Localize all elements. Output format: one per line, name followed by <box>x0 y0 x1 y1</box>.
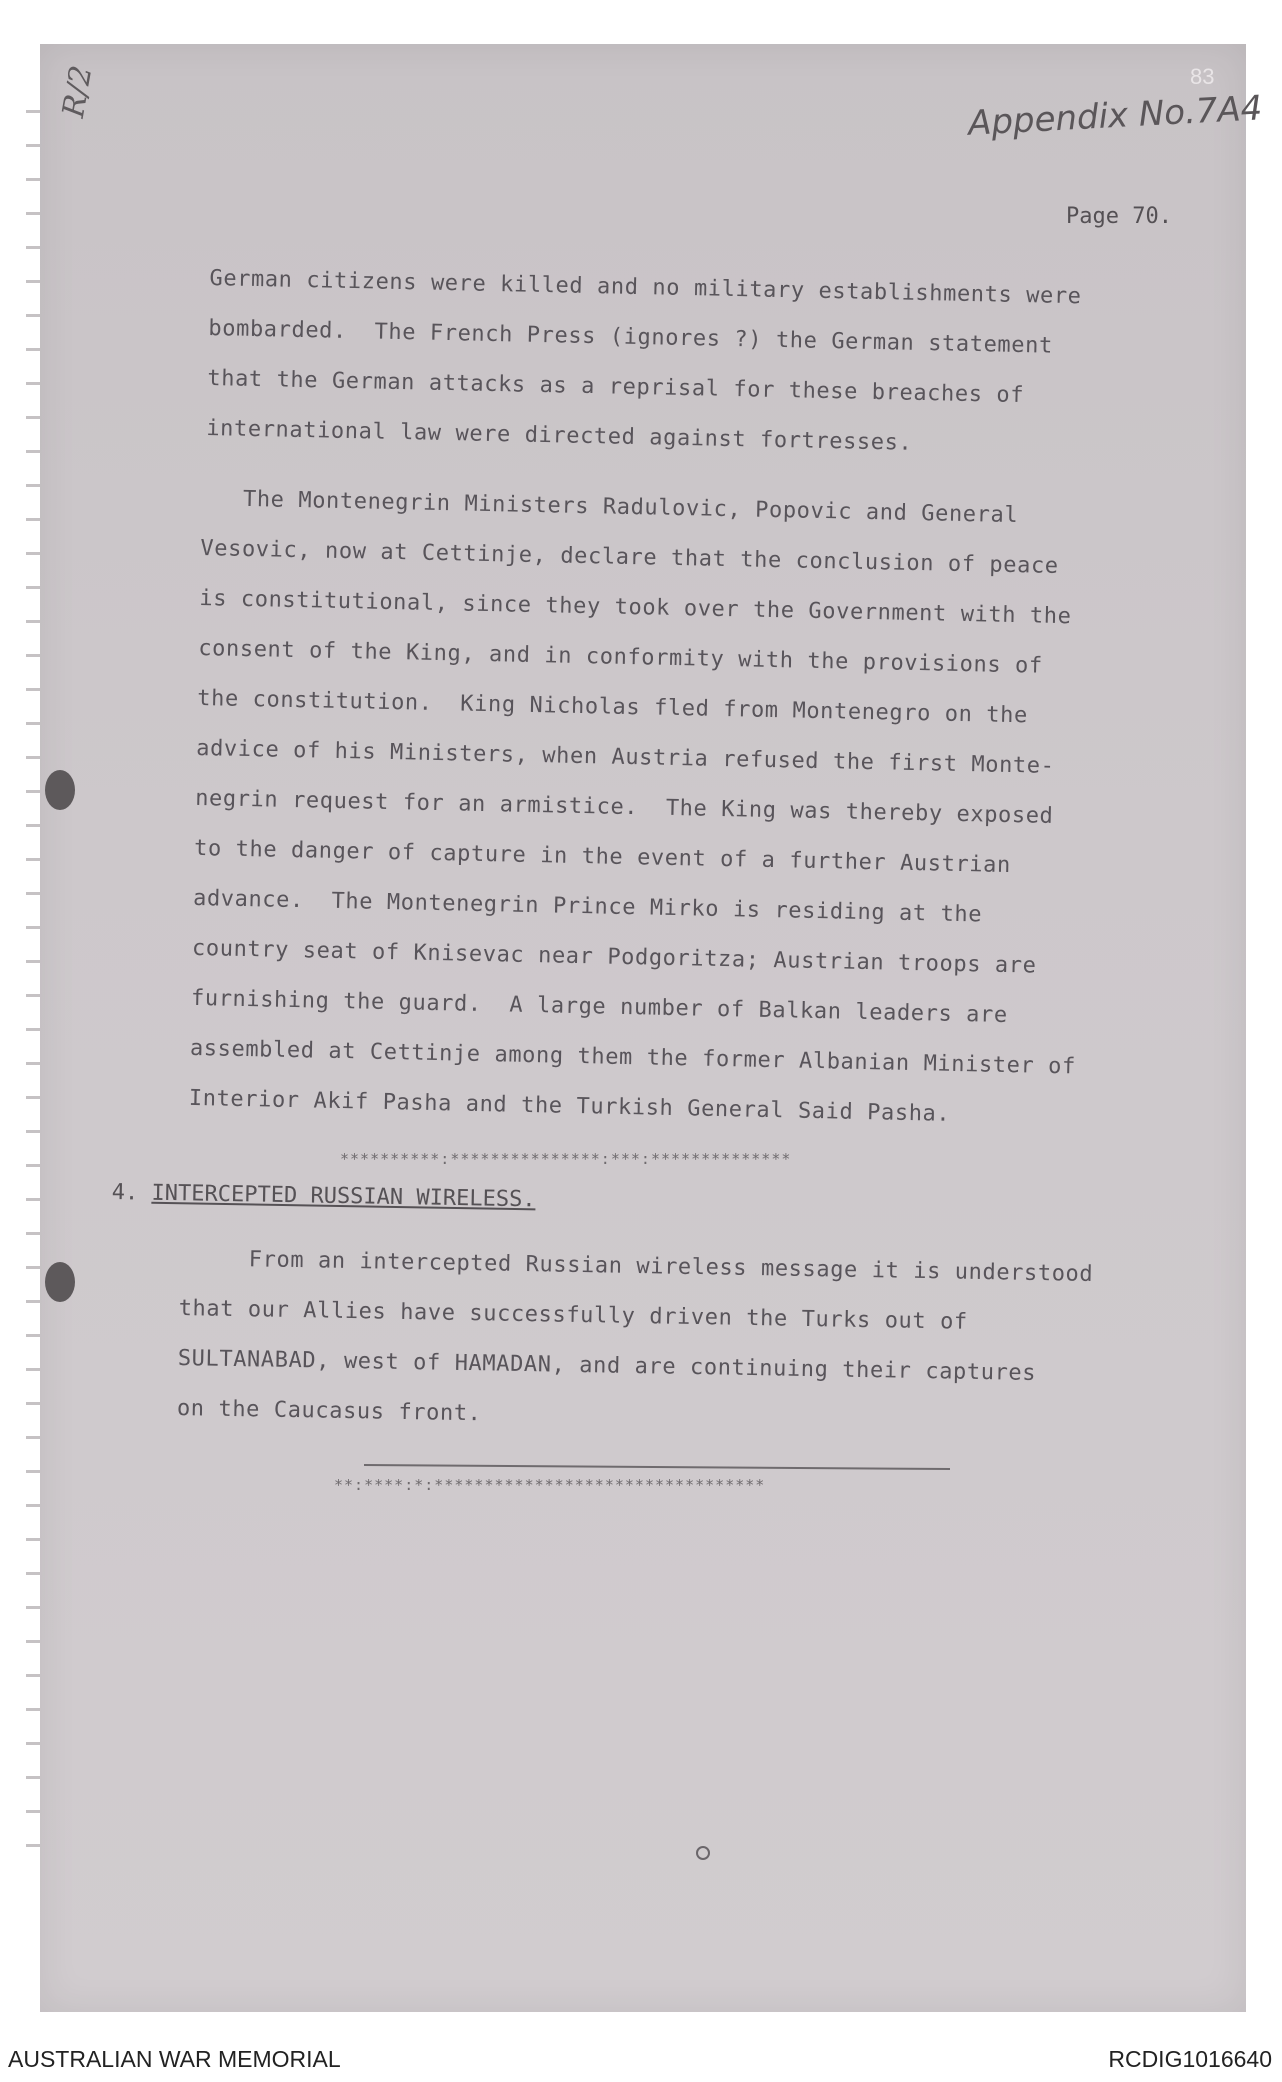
paragraph-german-citizens: German citizens were killed and no military establishments were bombarded. The French Press (ignores ?) the German statement that the German attacks as a reprisal for these breaches of international law were directed against fortresses. <box>206 265 1082 456</box>
margin-note: R/2 <box>56 62 100 121</box>
paragraph-russian-wireless: From an intercepted Russian wireless message it is understood that our Allies have successfully driven the Turks out of SULTANABAD, west of HAMADAN, and are continuing their captures on the Caucasus front. <box>176 1245 1094 1427</box>
end-mark <box>696 1846 710 1860</box>
end-separator-stars: **:****:*:********************************* <box>334 1476 766 1494</box>
section-title: INTERCEPTED RUSSIAN WIRELESS. <box>151 1180 536 1213</box>
section-number: 4. <box>111 1180 139 1206</box>
separator-stars: **********:***************:***:************** <box>340 1150 792 1168</box>
punch-hole <box>45 770 75 810</box>
page-number: Page 70. <box>1066 204 1172 229</box>
paragraph-montenegrin-ministers: The Montenegrin Ministers Radulovic, Popovic and General Vesovic, now at Cettinje, declare that the conclusion of peace is constitutional, since they took over the Government with the consent of the King, and in conformity with the provisions of the constitution. King Nicholas fled from Montenegro on the advice of his Ministers, when Austria refused the first Monte- negrin request for an armistice. The King was thereby exposed to the danger of capture in the event of a further Austrian advance. The Montenegrin Prince Mirko is residing at the country seat of Knisevac near Podgoritza; Austrian troops are furnishing the guard. A large number of Balkan leaders are assembled at Cettinje among them the former Albanian Minister of Interior Akif Pasha and the Turkish General Said Pasha. <box>188 485 1077 1127</box>
folio-number: 83 <box>1190 64 1215 89</box>
footer-record-id: RCDIG1016640 <box>1108 2046 1272 2072</box>
footer-institution: AUSTRALIAN WAR MEMORIAL <box>8 2046 341 2072</box>
appendix-label: Appendix No.7A4 <box>967 88 1264 144</box>
punch-hole <box>45 1262 75 1302</box>
perforation-edge <box>26 110 40 1870</box>
